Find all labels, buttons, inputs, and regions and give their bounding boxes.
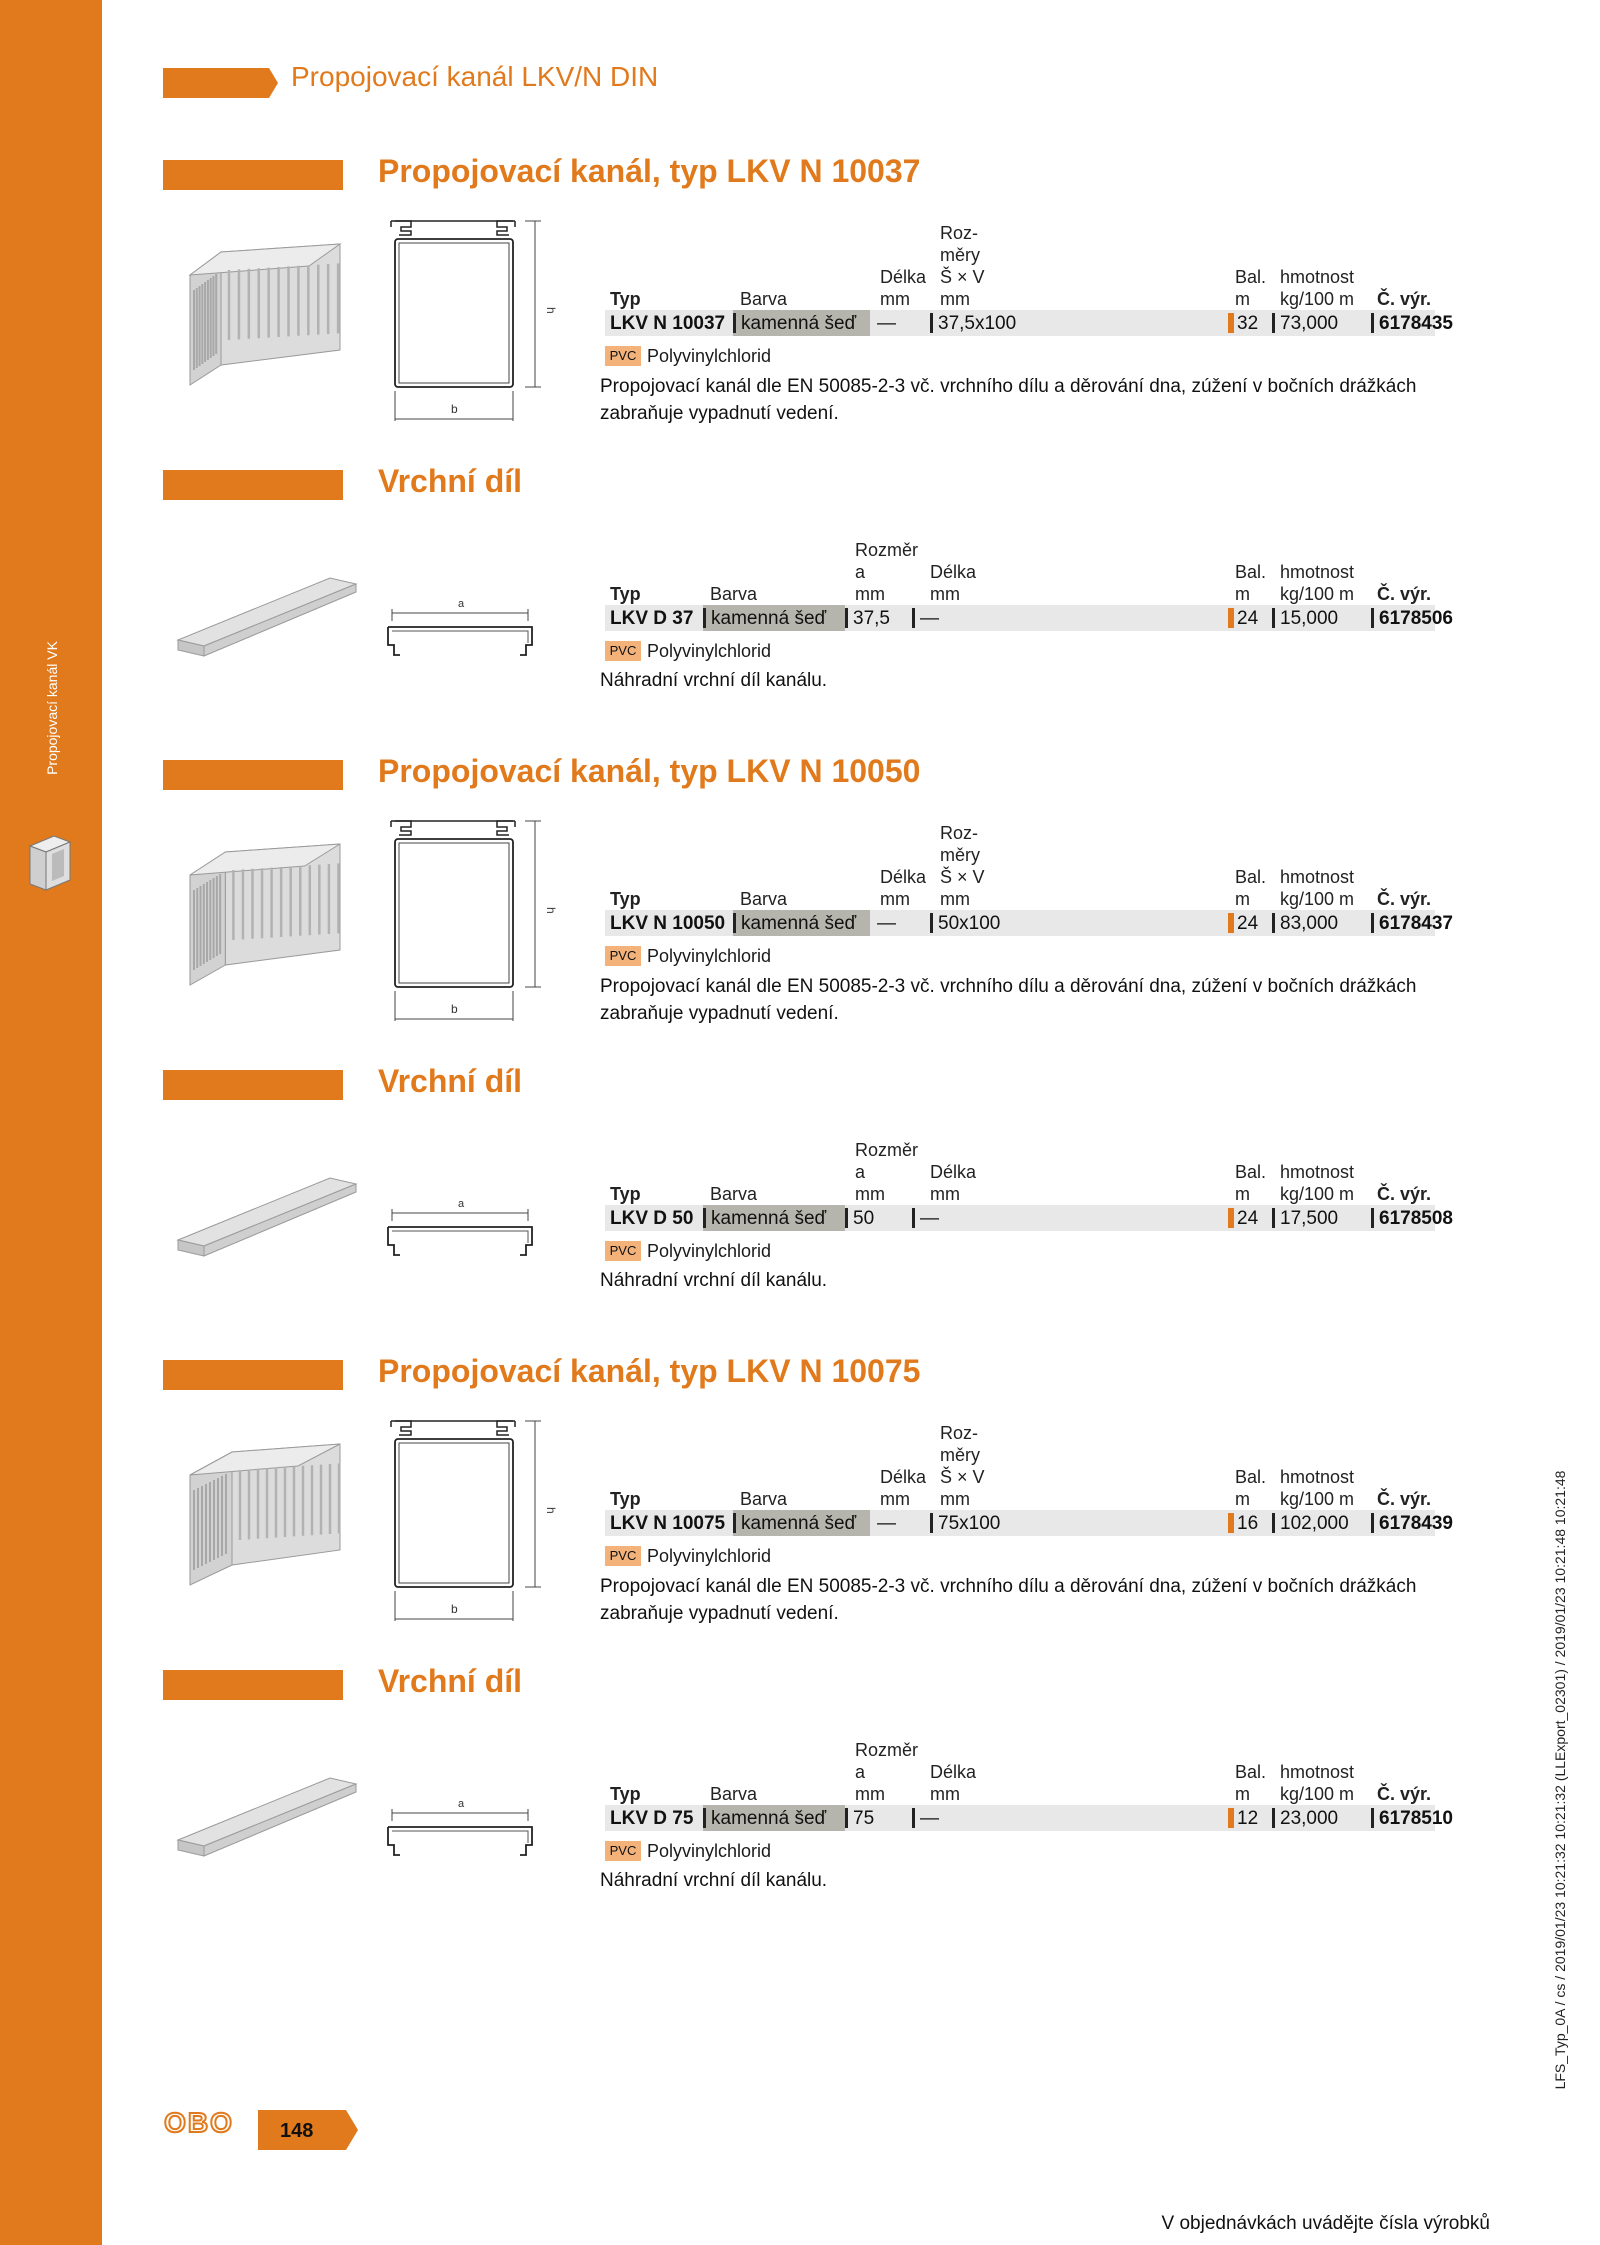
cell-typ: LKV D 75 (610, 1808, 694, 1829)
table-row (605, 1805, 1453, 1831)
col-rozmer: Rozměr (855, 1740, 919, 1760)
cell-cislo: 6178437 (1379, 913, 1453, 934)
section-title: Propojovací kanál, typ LKV N 10037 (378, 153, 921, 189)
col-delka: Délka (930, 1162, 977, 1182)
table-row (605, 1205, 1453, 1231)
material-line (605, 639, 1435, 663)
cell-separator (845, 1808, 848, 1828)
product-table (605, 535, 1453, 663)
dimension-label-a: a (458, 1198, 465, 1210)
cell-separator (912, 1808, 915, 1828)
col-rozmery: Š × V (940, 1467, 985, 1487)
product-description: Propojovací kanál dle EN 50085-2-3 vč. vrchního dílu a děrování dna, zúžení v bočních drážkách zabraňuje vypadnutí vedení. (600, 976, 1417, 1024)
cell-bal: 24 (1237, 608, 1259, 629)
col-typ: Typ (610, 1489, 641, 1509)
section-title: Propojovací kanál, typ LKV N 10075 (378, 1353, 921, 1389)
footer-note: V objednávkách uvádějte čísla výrobků (1161, 2213, 1490, 2234)
col-typ: Typ (610, 289, 641, 309)
dimension-label-b: b (451, 1002, 458, 1016)
col-barva: Barva (710, 1184, 758, 1204)
cell-separator (912, 608, 915, 628)
cell-delka: — (877, 913, 896, 934)
section-bar (163, 1070, 343, 1100)
cell-barva: kamenná šeď (741, 913, 857, 934)
dimension-label-h: h (544, 1507, 558, 1514)
cell-separator (1272, 1513, 1275, 1533)
sidebar (0, 0, 102, 2245)
material-name: Polyvinylchlorid (647, 346, 772, 366)
material-badge: PVC (605, 346, 641, 366)
cell-bal: 16 (1237, 1513, 1259, 1534)
col-delka: mm (880, 1489, 910, 1509)
table-header (605, 218, 1435, 310)
col-hmotnost: kg/100 m (1280, 289, 1355, 309)
cell-barva: kamenná šeď (711, 1208, 827, 1229)
col-delka: Délka (880, 267, 927, 287)
cell-barva: kamenná šeď (741, 1513, 857, 1534)
cell-delka: — (877, 313, 896, 334)
cell-separator (1228, 313, 1234, 333)
product-description: Propojovací kanál dle EN 50085-2-3 vč. vrchního dílu a děrování dna, zúžení v bočních drážkách zabraňuje vypadnutí vedení. (600, 376, 1417, 424)
cell-cislo: 6178510 (1379, 1808, 1453, 1829)
col-hmotnost: kg/100 m (1280, 1784, 1355, 1804)
material-line (605, 1239, 1435, 1263)
col-bal: m (1235, 1489, 1250, 1509)
cell-rozmer: 75x100 (938, 1513, 1001, 1534)
cell-separator (733, 913, 736, 933)
col-rozmery: mm (940, 889, 970, 909)
cell-bal: 32 (1237, 313, 1259, 334)
product-table (605, 1735, 1453, 1863)
col-bal: m (1235, 1784, 1250, 1804)
cell-rozmer: 37,5x100 (938, 313, 1017, 334)
col-delka: mm (880, 289, 910, 309)
material-badge: PVC (605, 1241, 641, 1261)
table-header (605, 818, 1435, 910)
cell-rozmer: 37,5 (853, 608, 890, 629)
col-bal: m (1235, 584, 1250, 604)
cell-separator (1228, 913, 1234, 933)
product-table (605, 1135, 1453, 1263)
cell-hmotnost: 15,000 (1280, 608, 1339, 629)
col-bal: Bal. (1235, 1162, 1267, 1182)
col-bal: m (1235, 1184, 1250, 1204)
cell-separator (703, 1808, 706, 1828)
dimension-label-h: h (544, 907, 558, 914)
col-bal: Bal. (1235, 1467, 1267, 1487)
table-header (605, 1135, 1435, 1205)
cell-hmotnost: 17,500 (1280, 1208, 1339, 1229)
col-rozmery: Roz- (940, 223, 979, 243)
cell-separator (1228, 1808, 1234, 1828)
product-photo (180, 830, 350, 990)
col-barva: Barva (710, 1784, 758, 1804)
product-table (605, 218, 1453, 368)
table-row (605, 1510, 1453, 1536)
section-bar (163, 1670, 343, 1700)
col-rozmer: a (855, 1162, 866, 1182)
col-delka: mm (930, 584, 960, 604)
dimension-label-b: b (451, 1602, 458, 1616)
col-cislo: Č. výr. (1377, 1489, 1432, 1509)
product-description: Náhradní vrchní díl kanálu. (600, 670, 828, 691)
print-metadata: LFS_Typ_0A / cs / 2019/01/23 10:21:32 10:21:32 (LLExport_02301) / 2019/01/23 10:21:48 10:21:48 (1552, 1470, 1568, 2090)
cell-cislo: 6178506 (1379, 608, 1453, 629)
section-bar (163, 760, 343, 790)
col-rozmery: měry (940, 845, 980, 865)
cell-bal: 24 (1237, 913, 1259, 934)
cell-separator (1228, 1513, 1234, 1533)
col-delka: mm (880, 889, 910, 909)
material-line (605, 1544, 1435, 1568)
material-badge: PVC (605, 1546, 641, 1566)
cell-hmotnost: 23,000 (1280, 1808, 1339, 1829)
sidebar-label: Propojovací kanál VK (44, 641, 60, 775)
dimension-label-b: b (451, 402, 458, 416)
col-delka: Délka (930, 562, 977, 582)
col-cislo: Č. výr. (1377, 289, 1432, 309)
col-rozmery: Roz- (940, 1423, 979, 1443)
cell-separator (733, 1513, 736, 1533)
cell-typ: LKV N 10037 (610, 313, 726, 334)
cell-cislo: 6178508 (1379, 1208, 1453, 1229)
table-header (605, 535, 1435, 605)
cell-rozmer: 50 (853, 1208, 875, 1229)
material-name: Polyvinylchlorid (647, 1546, 772, 1566)
cell-separator (1371, 608, 1374, 628)
cell-separator (845, 1208, 848, 1228)
cell-separator (1371, 1513, 1374, 1533)
section-title: Vrchní díl (378, 463, 523, 499)
material-line (605, 1839, 1435, 1863)
col-rozmer: mm (855, 1184, 885, 1204)
col-hmotnost: kg/100 m (1280, 889, 1355, 909)
col-rozmer: mm (855, 584, 885, 604)
material-name: Polyvinylchlorid (647, 1841, 772, 1861)
product-photo (180, 1430, 350, 1590)
cell-hmotnost: 102,000 (1280, 1513, 1349, 1534)
col-bal: m (1235, 289, 1250, 309)
col-typ: Typ (610, 1784, 641, 1804)
cell-separator (1272, 913, 1275, 933)
col-delka: mm (930, 1784, 960, 1804)
cell-separator (930, 313, 933, 333)
dimension-label-h: h (544, 307, 558, 314)
product-photo (170, 570, 360, 660)
cell-cislo: 6178439 (1379, 1513, 1453, 1534)
cell-barva: kamenná šeď (711, 1808, 827, 1829)
section-bar (163, 160, 343, 190)
col-hmotnost: kg/100 m (1280, 584, 1355, 604)
col-hmotnost: kg/100 m (1280, 1489, 1355, 1509)
col-barva: Barva (740, 889, 788, 909)
cross-section-drawing (385, 215, 558, 425)
col-rozmer: a (855, 562, 866, 582)
col-bal: Bal. (1235, 1762, 1267, 1782)
col-hmotnost: hmotnost (1280, 1162, 1355, 1182)
col-delka: mm (930, 1184, 960, 1204)
col-hmotnost: hmotnost (1280, 1467, 1355, 1487)
cell-separator (1272, 1208, 1275, 1228)
table-header (605, 1735, 1435, 1805)
cell-rozmer: 50x100 (938, 913, 1001, 934)
cell-separator (1272, 608, 1275, 628)
col-bal: Bal. (1235, 562, 1267, 582)
product-description: Náhradní vrchní díl kanálu. (600, 1270, 828, 1291)
page-number: 148 (280, 2120, 314, 2142)
cell-separator (733, 313, 736, 333)
obo-logo (158, 2108, 240, 2138)
cross-section-drawing (385, 815, 558, 1025)
col-hmotnost: hmotnost (1280, 562, 1355, 582)
cell-separator (912, 1208, 915, 1228)
product-photo (170, 1770, 360, 1860)
cell-barva: kamenná šeď (711, 608, 827, 629)
cell-hmotnost: 73,000 (1280, 313, 1339, 334)
col-delka: Délka (930, 1762, 977, 1782)
cell-separator (703, 608, 706, 628)
cell-typ: LKV N 10050 (610, 913, 726, 934)
col-bal: Bal. (1235, 267, 1267, 287)
cell-hmotnost: 83,000 (1280, 913, 1339, 934)
col-hmotnost: hmotnost (1280, 867, 1355, 887)
col-rozmery: Š × V (940, 267, 985, 287)
material-name: Polyvinylchlorid (647, 946, 772, 966)
cell-separator (1228, 1208, 1234, 1228)
section-bar (163, 470, 343, 500)
section-bar (163, 1360, 343, 1390)
cell-separator (1371, 313, 1374, 333)
col-cislo: Č. výr. (1377, 584, 1432, 604)
col-delka: Délka (880, 1467, 927, 1487)
material-badge: PVC (605, 1841, 641, 1861)
col-cislo: Č. výr. (1377, 889, 1432, 909)
cell-separator (1371, 1208, 1374, 1228)
cell-separator (1371, 913, 1374, 933)
cell-delka: — (920, 608, 939, 629)
col-typ: Typ (610, 1184, 641, 1204)
product-photo (180, 230, 350, 390)
col-rozmery: měry (940, 1445, 980, 1465)
cell-delka: — (877, 1513, 896, 1534)
cross-section-drawing (385, 1415, 558, 1625)
cell-separator (1272, 1808, 1275, 1828)
dimension-label-a: a (458, 1798, 465, 1810)
product-table (605, 818, 1453, 968)
cell-cislo: 6178435 (1379, 313, 1453, 334)
section-title: Propojovací kanál, typ LKV N 10050 (378, 753, 921, 789)
col-rozmer: a (855, 1762, 866, 1782)
col-barva: Barva (740, 1489, 788, 1509)
table-header (605, 1418, 1435, 1510)
material-name: Polyvinylchlorid (647, 641, 772, 661)
col-rozmery: mm (940, 1489, 970, 1509)
section-title: Vrchní díl (378, 1063, 523, 1099)
col-rozmer: Rozměr (855, 1140, 919, 1160)
material-line (605, 344, 1435, 368)
cell-typ: LKV D 37 (610, 608, 694, 629)
cell-typ: LKV D 50 (610, 1208, 694, 1229)
cell-separator (1228, 608, 1234, 628)
cell-bal: 24 (1237, 1208, 1259, 1229)
col-cislo: Č. výr. (1377, 1184, 1432, 1204)
table-row (605, 910, 1453, 936)
col-rozmery: Roz- (940, 823, 979, 843)
col-hmotnost: hmotnost (1280, 1762, 1355, 1782)
col-typ: Typ (610, 584, 641, 604)
cell-separator (1371, 1808, 1374, 1828)
table-row (605, 310, 1453, 336)
col-hmotnost: hmotnost (1280, 267, 1355, 287)
cell-separator (703, 1208, 706, 1228)
obo-logo-text: OBO (164, 2107, 234, 2138)
cross-section-drawing (380, 1187, 550, 1267)
header-tab-icon (163, 68, 278, 98)
product-description: Náhradní vrchní díl kanálu. (600, 1870, 828, 1891)
cell-delka: — (920, 1208, 939, 1229)
cell-separator (930, 1513, 933, 1533)
col-rozmery: Š × V (940, 867, 985, 887)
cell-separator (930, 913, 933, 933)
col-rozmery: mm (940, 289, 970, 309)
col-rozmer: Rozměr (855, 540, 919, 560)
material-name: Polyvinylchlorid (647, 1241, 772, 1261)
cell-rozmer: 75 (853, 1808, 875, 1829)
col-hmotnost: kg/100 m (1280, 1184, 1355, 1204)
col-bal: m (1235, 889, 1250, 909)
col-barva: Barva (710, 584, 758, 604)
col-typ: Typ (610, 889, 641, 909)
cross-section-drawing (380, 587, 550, 667)
cell-separator (1272, 313, 1275, 333)
table-row (605, 605, 1453, 631)
cell-separator (845, 608, 848, 628)
product-photo (170, 1170, 360, 1260)
cell-barva: kamenná šeď (741, 313, 857, 334)
product-description: Propojovací kanál dle EN 50085-2-3 vč. vrchního dílu a děrování dna, zúžení v bočních drážkách zabraňuje vypadnutí vedení. (600, 1576, 1417, 1624)
col-cislo: Č. výr. (1377, 1784, 1432, 1804)
col-delka: Délka (880, 867, 927, 887)
cell-bal: 12 (1237, 1808, 1259, 1829)
material-badge: PVC (605, 641, 641, 661)
col-barva: Barva (740, 289, 788, 309)
section-title: Vrchní díl (378, 1663, 523, 1699)
cross-section-drawing (380, 1787, 550, 1867)
channel-thumbnail-icon (24, 832, 76, 894)
material-badge: PVC (605, 946, 641, 966)
material-line (605, 944, 1435, 968)
col-rozmer: mm (855, 1784, 885, 1804)
page-title: Propojovací kanál LKV/N DIN (291, 61, 659, 92)
product-table (605, 1418, 1453, 1568)
cell-delka: — (920, 1808, 939, 1829)
dimension-label-a: a (458, 598, 465, 610)
col-bal: Bal. (1235, 867, 1267, 887)
cell-typ: LKV N 10075 (610, 1513, 726, 1534)
col-rozmery: měry (940, 245, 980, 265)
